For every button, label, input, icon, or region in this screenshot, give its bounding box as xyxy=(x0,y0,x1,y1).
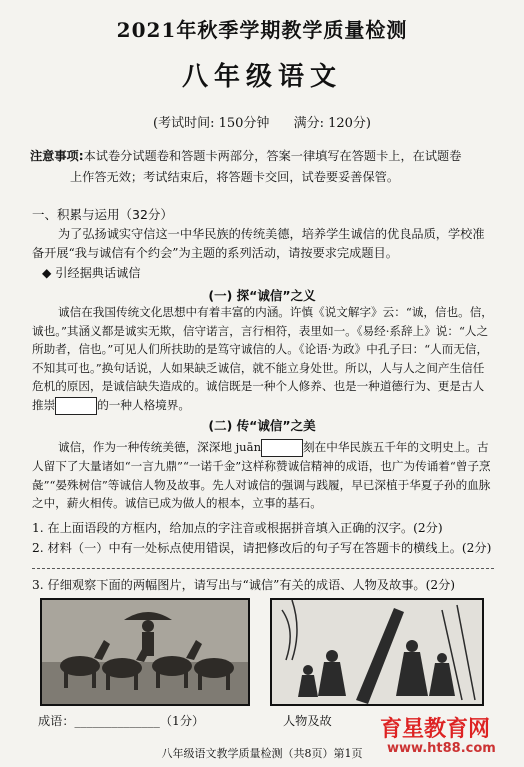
question-1: 1. 在上面语段的方框内，给加点的字注音或根据拼音填入正确的汉字。(2分) xyxy=(32,521,443,535)
picture-pillar-scene xyxy=(270,598,484,706)
part2-text: 诚信，作为一种传统美德，深深地 juān xyxy=(58,440,262,454)
answer-idiom: 成语：______________（1分） xyxy=(38,714,205,728)
subtask-label: ◆ 引经据典话诚信 xyxy=(42,266,141,280)
question-2: 2. 材料（一）中有一处标点使用错误，请把修改后的句子写在答题卡的横线上。(2分) xyxy=(32,541,492,555)
picture-chariot-figures xyxy=(40,598,250,706)
section-heading: 一、积累与运用（32分） xyxy=(32,207,173,222)
subject-title: 八年级语文 xyxy=(181,62,342,92)
notice-line-1: 本试卷分试题卷和答题卡两部分，答案一律填写在答题卡上，在试题卷 xyxy=(83,149,462,163)
part1-heading: (一) 探“诚信”之义 xyxy=(208,288,316,303)
exam-title: 2021年秋季学期教学质量检测 xyxy=(116,18,408,42)
exam-meta xyxy=(0,112,524,131)
full-score: 满分: 120分) xyxy=(293,116,371,131)
part2-heading: (二) 传“诚信”之美 xyxy=(208,418,316,433)
answer-box[interactable] xyxy=(261,439,303,457)
part1-paragraph xyxy=(32,303,494,415)
page-footer: 八年级语文教学质量检测（共8页）第1页 xyxy=(161,747,363,760)
part2-text-end: 刻在中华民族五千年的文明史上。古人留下了大量诸如“一言九鼎”“一诺千金”这样称赞诚信精神的成语，也广为传诵着“曾子烹彘”“晏殊树信”等诚信人物及故事。先人对诚信的强调与践履，早已深植于华夏子孙的血脉之中，薪火相传。诚信已成为做人的根本，立事的基石。 xyxy=(32,440,491,511)
part1-text-end: 的一种人格境界。 xyxy=(97,397,190,412)
watermark-url: www.ht88.com xyxy=(387,741,496,756)
part2-paragraph xyxy=(32,438,494,513)
question-3: 3. 仔细观察下面的两幅图片，请写出与“诚信”有关的成语、人物及故事。(2分) xyxy=(32,578,456,592)
notice-label: 注意事项: xyxy=(30,149,84,163)
answer-person-story: 人物及故 xyxy=(283,714,332,728)
part1-text: 诚信在我国传统文化思想中有着丰富的内涵。许慎《说文解字》云：“诚，信也。信，诚也。”其涵义都是诚实无欺，信守诺言，言行相符，表里如一。《易经·系辞上》说：“人之所助者，信也。”可见人们所扶助的是笃守诚信的人。《论语·为政》中孔子曰：“人而无信，不知其可也。”换句话说，人如果缺乏诚信，就不能立身处世。所以，人与人之间产生信任危机的原因，是诚信缺失造成的。诚信既是一种个人修养、也是一种道德行为、更是古人推崇 xyxy=(32,305,493,412)
notice-block xyxy=(30,146,500,188)
notice-line-2: 上作答无效；考试结束后，将答题卡交回，试卷要妥善保管。 xyxy=(70,170,400,184)
answer-box[interactable] xyxy=(55,397,97,415)
section-intro: 为了弘扬诚实守信这一中华民族的传统美德，培养学生诚信的优良品质，学校准备开展“我与诚信有个约会”为主题的系列活动，请按要求完成题目。 xyxy=(32,227,485,260)
exam-time: (考试时间: 150分钟 xyxy=(153,116,270,131)
divider xyxy=(32,568,494,569)
watermark-brand: 育星教育网 xyxy=(380,717,491,742)
